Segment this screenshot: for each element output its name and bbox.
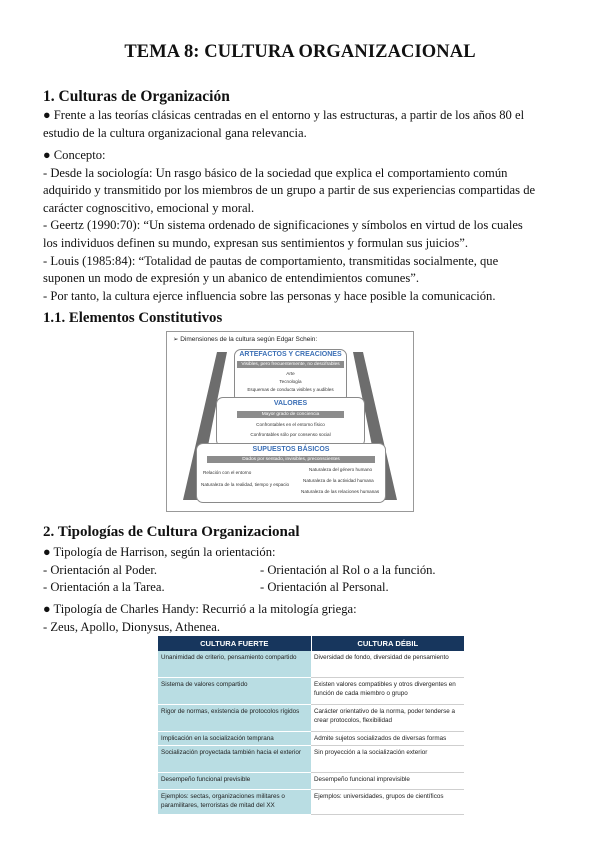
tier-line: Arte xyxy=(286,371,295,376)
tier-line: Naturaleza de la realidad, tiempo y espacio xyxy=(201,482,290,487)
table-cell: Unanimidad de criterio, pensamiento compartido xyxy=(158,651,311,678)
concept-paragraph xyxy=(43,147,563,305)
table-cell: Ejemplos: universidades, grupos de científicos xyxy=(311,790,464,815)
tier-basic-assumptions xyxy=(196,443,386,503)
harrison-row-1 xyxy=(43,562,563,580)
harrison-item: - Orientación al Rol o a la función. xyxy=(260,563,436,577)
table-cell: Ejemplos: sectas, organizaciones militares o paramilitares, terroristas de mitad del XX xyxy=(158,790,311,815)
text-line: los individuos definen su mundo, expresan sus sentimientos y formulan sus juicios”. xyxy=(43,235,468,250)
table-row xyxy=(158,678,464,705)
harrison-item: - Orientación a la Tarea. xyxy=(43,580,165,594)
tier-line: Tecnología xyxy=(279,379,302,384)
table-row xyxy=(158,732,464,746)
text-line: ● Tipología de Harrison, según la orientación: xyxy=(43,545,276,559)
tier-line: Naturaleza de las relaciones humanas xyxy=(301,489,380,494)
table-row xyxy=(158,705,464,732)
table-cell: Diversidad de fondo, diversidad de pensamiento xyxy=(311,651,464,678)
text-line: - Zeus, Apollo, Dionysus, Athenea. xyxy=(43,619,220,634)
table-cell: Carácter orientativo de la norma, poder tenderse a crear protocolos, flexibilidad xyxy=(311,705,464,732)
figure-caption: ➢ Dimensiones de la cultura según Edgar Schein: xyxy=(173,336,318,343)
table-row xyxy=(158,746,464,773)
table-row xyxy=(158,773,464,790)
culture-comparison-table xyxy=(158,636,464,815)
table-cell: Desempeño funcional previsible xyxy=(158,773,311,790)
tier-artifacts xyxy=(234,349,347,403)
text-line: suponen un modo de expresión y un abanico de entendimientos comunes”. xyxy=(43,271,419,286)
text-line: ● Tipología de Charles Handy: Recurrió a la mitología griega: xyxy=(43,602,357,616)
table-row xyxy=(158,651,464,678)
tier-line: Naturaleza del género humano xyxy=(309,467,373,472)
tier-artifacts-bar: Visibles, pero frecuentemente, no descifrables xyxy=(237,361,344,368)
table-cell: Admite sujetos socializados de diversas formas xyxy=(311,732,464,746)
tier-assumptions-bar: Dados por sentado, invisibles, preconscientes xyxy=(207,456,375,463)
schein-pyramid-figure xyxy=(166,331,414,512)
harrison-item: - Orientación al Poder. xyxy=(43,563,158,577)
text-line: carácter cognoscitivo, emocional y moral. xyxy=(43,200,255,215)
table-header-strong: CULTURA FUERTE xyxy=(158,636,311,651)
table-cell: Socialización proyectada también hacia el exterior xyxy=(158,746,311,773)
table-cell: Desempeño funcional imprevisible xyxy=(311,773,464,790)
tier-line: Confrontables sólo por consenso social xyxy=(250,432,331,437)
tier-values xyxy=(216,397,365,447)
text-line: - Geertz (1990:70): “Un sistema ordenado de significaciones y símbolos en virtud de los cuales xyxy=(43,218,523,233)
table-cell: Existen valores compatibles y otros divergentes en función de cada miembro o grupo xyxy=(311,678,464,705)
section-1-1-heading: 1.1. Elementos Constitutivos xyxy=(43,310,223,326)
table-header-weak: CULTURA DÉBIL xyxy=(311,636,464,651)
harrison-heading xyxy=(43,544,563,562)
text-line: estudio de la cultura organizacional gana relevancia. xyxy=(43,125,307,140)
harrison-item: - Orientación al Personal. xyxy=(260,580,389,594)
section-1-heading: 1. Culturas de Organización xyxy=(43,88,230,105)
tier-values-title: VALORES xyxy=(273,400,308,407)
tier-line: Naturaleza de la actividad humana xyxy=(303,478,374,483)
tier-line: Confrontables en el entorno físico xyxy=(256,422,325,427)
page-title: TEMA 8: CULTURA ORGANIZACIONAL xyxy=(124,42,476,62)
text-line: ● Concepto: xyxy=(43,148,106,162)
tier-artifacts-title: ARTEFACTOS Y CREACIONES xyxy=(239,351,342,358)
tier-line: Esquemas de conducta visibles y audibles xyxy=(247,387,334,392)
section-2-heading: 2. Tipologías de Cultura Organizacional xyxy=(43,524,300,540)
text-line: - Por tanto, la cultura ejerce influencia sobre las personas y hace posible la comunicación. xyxy=(43,288,496,303)
harrison-row-2 xyxy=(43,579,563,597)
tier-assumptions-title: SUPUESTOS BÁSICOS xyxy=(252,446,330,453)
table-cell: Sin proyección a la socialización exterior xyxy=(311,746,464,773)
table-cell: Rigor de normas, existencia de protocolos rígidos xyxy=(158,705,311,732)
text-line: ● Frente a las teorías clásicas centradas en el entorno y las estructuras, a partir de los años 80 el xyxy=(43,108,525,122)
handy-paragraph xyxy=(43,601,563,636)
tier-values-bar: Mayor grado de conciencia xyxy=(237,411,344,418)
table-cell: Sistema de valores compartido xyxy=(158,678,311,705)
tier-line: Relación con el entorno xyxy=(203,470,252,475)
intro-paragraph xyxy=(43,107,563,142)
text-line: adquirido y transmitido por los miembros de un grupo a partir de sus experiencias compartidas de xyxy=(43,183,536,198)
text-line: - Louis (1985:84): “Totalidad de pautas de comportamiento, transmitidas socialmente, que xyxy=(43,253,499,268)
table-row xyxy=(158,790,464,815)
table-cell: Implicación en la socialización temprana xyxy=(158,732,311,746)
text-line: - Desde la sociología: Un rasgo básico de la sociedad que explica el comportamiento común xyxy=(43,165,508,180)
